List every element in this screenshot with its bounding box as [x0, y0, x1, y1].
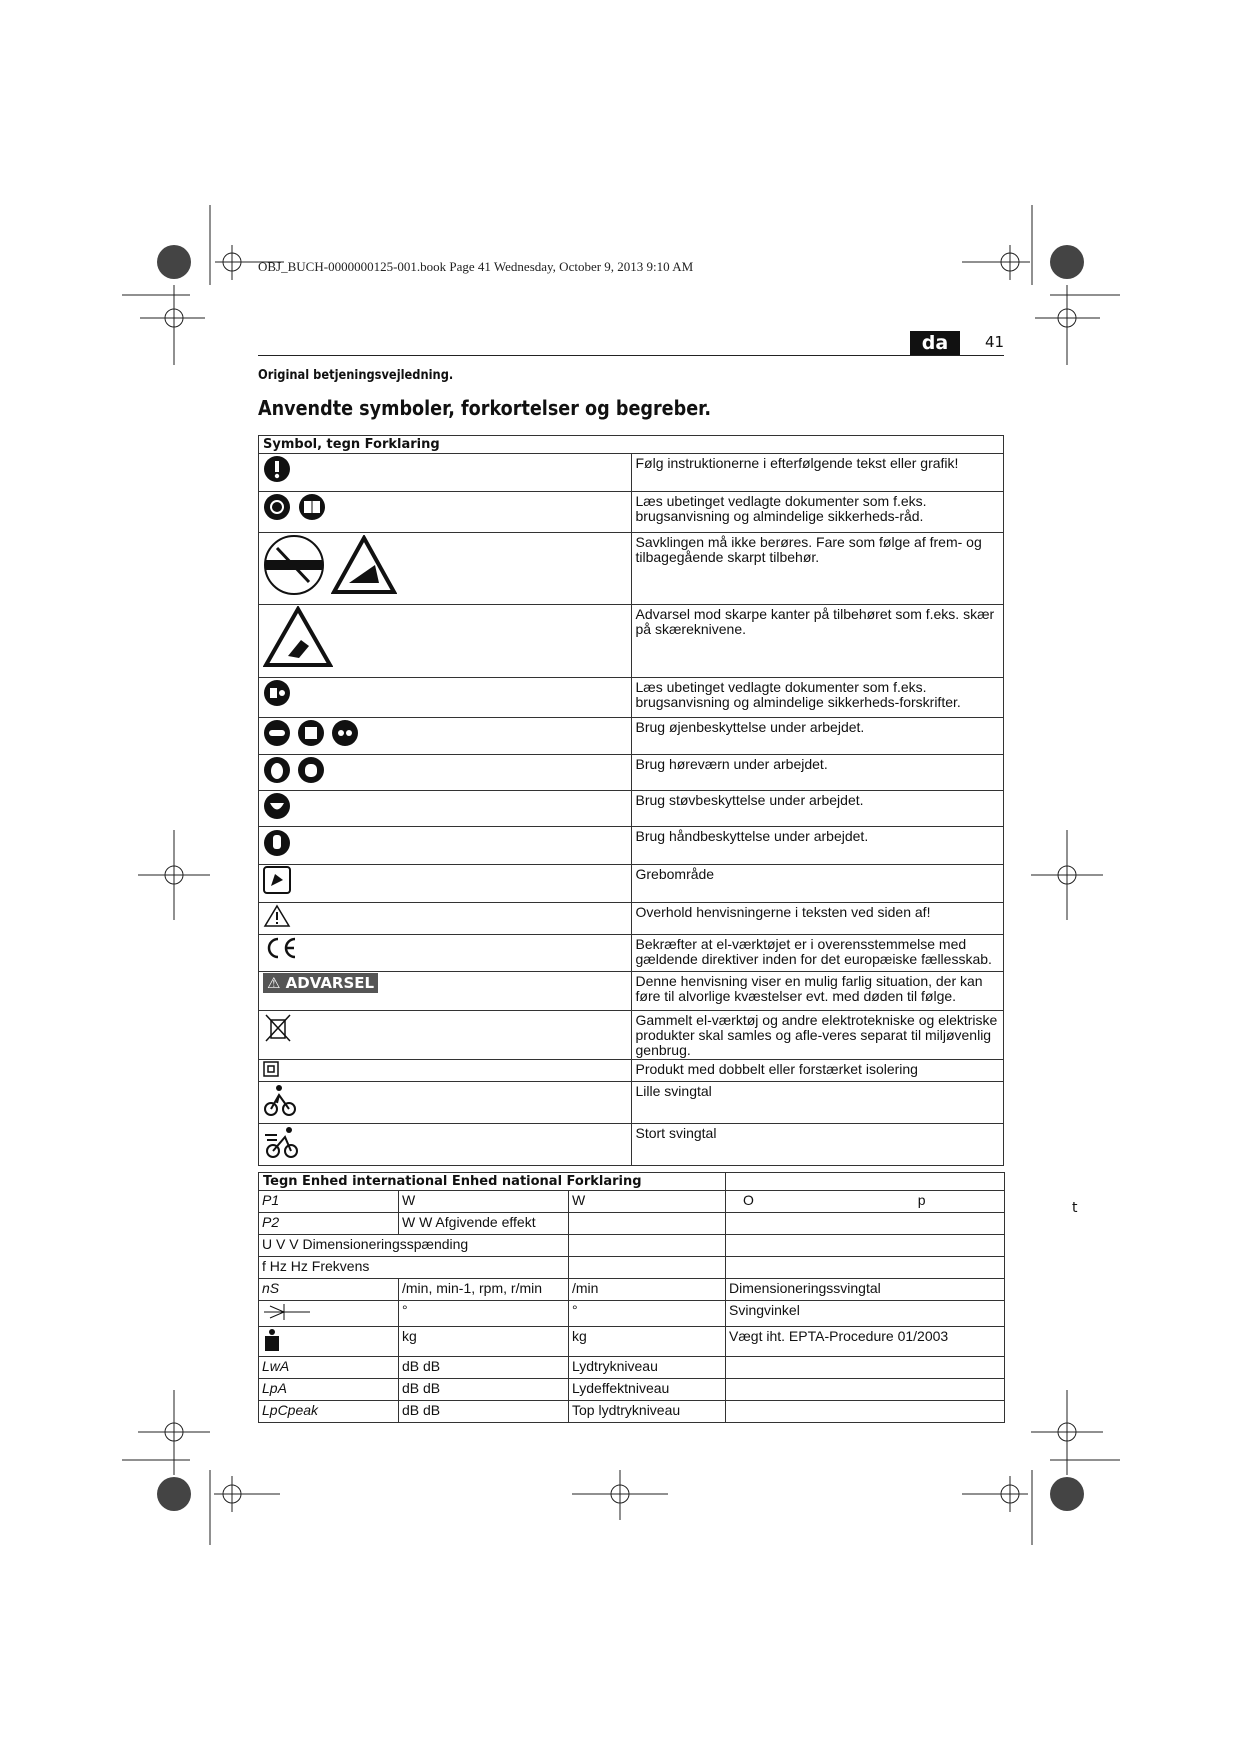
table-row	[259, 1327, 1005, 1357]
grip-area-icon	[263, 866, 291, 894]
table-row	[259, 678, 1004, 718]
row-text: Brug høreværn under arbejdet.	[631, 755, 1004, 791]
exclamation-icon	[263, 455, 291, 483]
table-cell: kg	[399, 1327, 569, 1357]
row-text: Brug støvbeskyttelse under arbejdet.	[631, 791, 1004, 827]
documents-icon	[263, 679, 291, 707]
bicycle-fast-icon	[263, 1125, 303, 1159]
double-insulation-icon	[263, 1061, 279, 1077]
unit-table	[258, 1172, 1005, 1423]
table-cell	[259, 1301, 399, 1327]
table-row	[259, 1213, 1005, 1235]
row-text: Produkt med dobbelt eller forstærket isolering	[631, 1060, 1004, 1082]
table-cell: LpA	[259, 1379, 399, 1401]
table-row	[259, 1401, 1005, 1423]
table-cell: Vægt iht. EPTA-Procedure 01/2003	[726, 1327, 1005, 1357]
row-text: Læs ubetinget vedlagte dokumenter som f.eks. brugsanvisning og almindelige sikkerheds-forskrifter.	[631, 678, 1004, 718]
stray-letter: t	[1072, 1200, 1078, 1216]
face-shield-icon	[297, 719, 325, 747]
symbol-table	[258, 435, 1004, 1166]
weight-icon	[262, 1328, 282, 1352]
table-cell: Dimensioneringssvingtal	[726, 1279, 1005, 1301]
row-text: Brug øjenbeskyttelse under arbejdet.	[631, 718, 1004, 755]
stray-letter: O	[743, 1192, 754, 1208]
table-cell	[259, 1327, 399, 1357]
table-cell: W	[569, 1191, 726, 1213]
table-cell: nS	[259, 1279, 399, 1301]
table-row	[259, 605, 1004, 678]
table-cell: P1	[259, 1191, 399, 1213]
stray-letter: p	[917, 1192, 926, 1208]
ear-muff-icon	[297, 756, 325, 784]
table-header-row	[259, 1173, 1005, 1191]
angle-icon	[262, 1302, 312, 1322]
table-row	[259, 903, 1004, 935]
table-cell: °	[569, 1301, 726, 1327]
table-row	[259, 1124, 1004, 1166]
goggles-icon	[263, 719, 291, 747]
table-header-row	[259, 436, 1004, 454]
advarsel-label-icon: ⚠ ADVARSEL	[263, 973, 378, 993]
row-text: Overhold henvisningerne i teksten ved siden af!	[631, 903, 1004, 935]
table-cell: /min	[569, 1279, 726, 1301]
table-header-empty	[726, 1173, 1005, 1191]
page-subtitle: Original betjeningsvejledning.	[258, 368, 454, 383]
safety-glasses-icon	[331, 719, 359, 747]
table-cell	[569, 1213, 726, 1235]
table-row	[259, 718, 1004, 755]
table-row	[259, 791, 1004, 827]
table-header: Tegn Enhed international Enhed national Forklaring	[259, 1173, 726, 1191]
row-text: Læs ubetinget vedlagte dokumenter som f.eks. brugsanvisning og almindelige sikkerheds-råd.	[631, 492, 1004, 533]
ear-protection-icon	[263, 756, 291, 784]
row-text: Gammelt el-værktøj og andre elektrotekniske og elektriske produkter skal samles og afle-veres separat til miljøvenlig genbrug.	[631, 1011, 1004, 1060]
bicycle-slow-icon	[263, 1083, 297, 1117]
table-row	[259, 1235, 1005, 1257]
table-cell	[726, 1213, 1005, 1235]
table-cell: Top lydtrykniveau	[569, 1401, 726, 1423]
table-cell: Lydeffektniveau	[569, 1379, 726, 1401]
table-row	[259, 1082, 1004, 1124]
table-row	[259, 865, 1004, 903]
table-cell: Lydtrykniveau	[569, 1357, 726, 1379]
table-header: Symbol, tegn Forklaring	[259, 436, 1004, 454]
warning-triangle-hand-icon	[263, 606, 333, 668]
row-text: Savklingen må ikke berøres. Fare som følge af frem- og tilbagegående skarpt tilbehør.	[631, 533, 1004, 605]
table-cell	[726, 1257, 1005, 1279]
row-text: Advarsel mod skarpe kanter på tilbehøret som f.eks. skær på skæreknivene.	[631, 605, 1004, 678]
table-row	[259, 972, 1004, 1011]
table-row	[259, 1257, 1005, 1279]
table-cell: /min, min-1, rpm, r/min	[399, 1279, 569, 1301]
dust-mask-icon	[263, 792, 291, 820]
table-cell: W	[399, 1191, 569, 1213]
table-row	[259, 1379, 1005, 1401]
table-cell: dB dB	[399, 1379, 569, 1401]
advarsel-label-text: ADVARSEL	[285, 974, 375, 992]
row-text: Følg instruktionerne i efterfølgende tekst eller grafik!	[631, 454, 1004, 492]
table-cell: kg	[569, 1327, 726, 1357]
attention-blade-icon	[263, 534, 325, 596]
table-cell	[726, 1357, 1005, 1379]
table-cell	[726, 1401, 1005, 1423]
table-cell	[569, 1235, 726, 1257]
header-rule	[258, 355, 1004, 356]
page-title: Anvendte symboler, forkortelser og begreber.	[258, 396, 712, 420]
ear-reference-icon	[263, 493, 291, 521]
table-row	[259, 1060, 1004, 1082]
table-cell: P2	[259, 1213, 399, 1235]
table-row	[259, 533, 1004, 605]
table-cell: f Hz Hz Frekvens	[259, 1257, 569, 1279]
table-row	[259, 1279, 1005, 1301]
print-info: OBJ_BUCH-0000000125-001.book Page 41 Wednesday, October 9, 2013 9:10 AM	[258, 259, 694, 274]
page-number: 41	[985, 333, 1005, 351]
ce-mark-icon	[263, 936, 299, 960]
table-row	[259, 827, 1004, 865]
row-text: Bekræfter at el-værktøjet er i overensstemmelse med gældende direktiver inden for det europæiske fællesskab.	[631, 935, 1004, 972]
table-cell: LpCpeak	[259, 1401, 399, 1423]
table-cell	[726, 1379, 1005, 1401]
table-row	[259, 1357, 1005, 1379]
table-cell	[569, 1257, 726, 1279]
weee-bin-icon	[263, 1012, 293, 1044]
table-cell	[726, 1235, 1005, 1257]
manual-book-icon	[297, 493, 327, 521]
table-cell: dB dB	[399, 1401, 569, 1423]
table-row	[259, 935, 1004, 972]
table-cell: °	[399, 1301, 569, 1327]
row-text: Lille svingtal	[631, 1082, 1004, 1124]
table-row	[259, 1301, 1005, 1327]
row-text: Brug håndbeskyttelse under arbejdet.	[631, 827, 1004, 865]
table-row	[259, 755, 1004, 791]
table-cell: LwA	[259, 1357, 399, 1379]
table-cell	[726, 1191, 1005, 1213]
row-text: Stort svingtal	[631, 1124, 1004, 1166]
table-cell: W W Afgivende effekt	[399, 1213, 569, 1235]
table-cell: Svingvinkel	[726, 1301, 1005, 1327]
table-row	[259, 492, 1004, 533]
row-text: Grebområde	[631, 865, 1004, 903]
language-badge: da	[910, 331, 960, 355]
warning-triangle-blade-icon	[331, 535, 397, 595]
row-text: Denne henvisning viser en mulig farlig situation, der kan føre til alvorlige kvæstelser evt. med døden til følge.	[631, 972, 1004, 1011]
table-cell: dB dB	[399, 1357, 569, 1379]
table-row	[259, 1191, 1005, 1213]
caution-triangle-icon	[263, 904, 291, 928]
gloves-icon	[263, 828, 291, 858]
table-row	[259, 1011, 1004, 1060]
table-row	[259, 454, 1004, 492]
table-cell: U V V Dimensioneringsspænding	[259, 1235, 569, 1257]
